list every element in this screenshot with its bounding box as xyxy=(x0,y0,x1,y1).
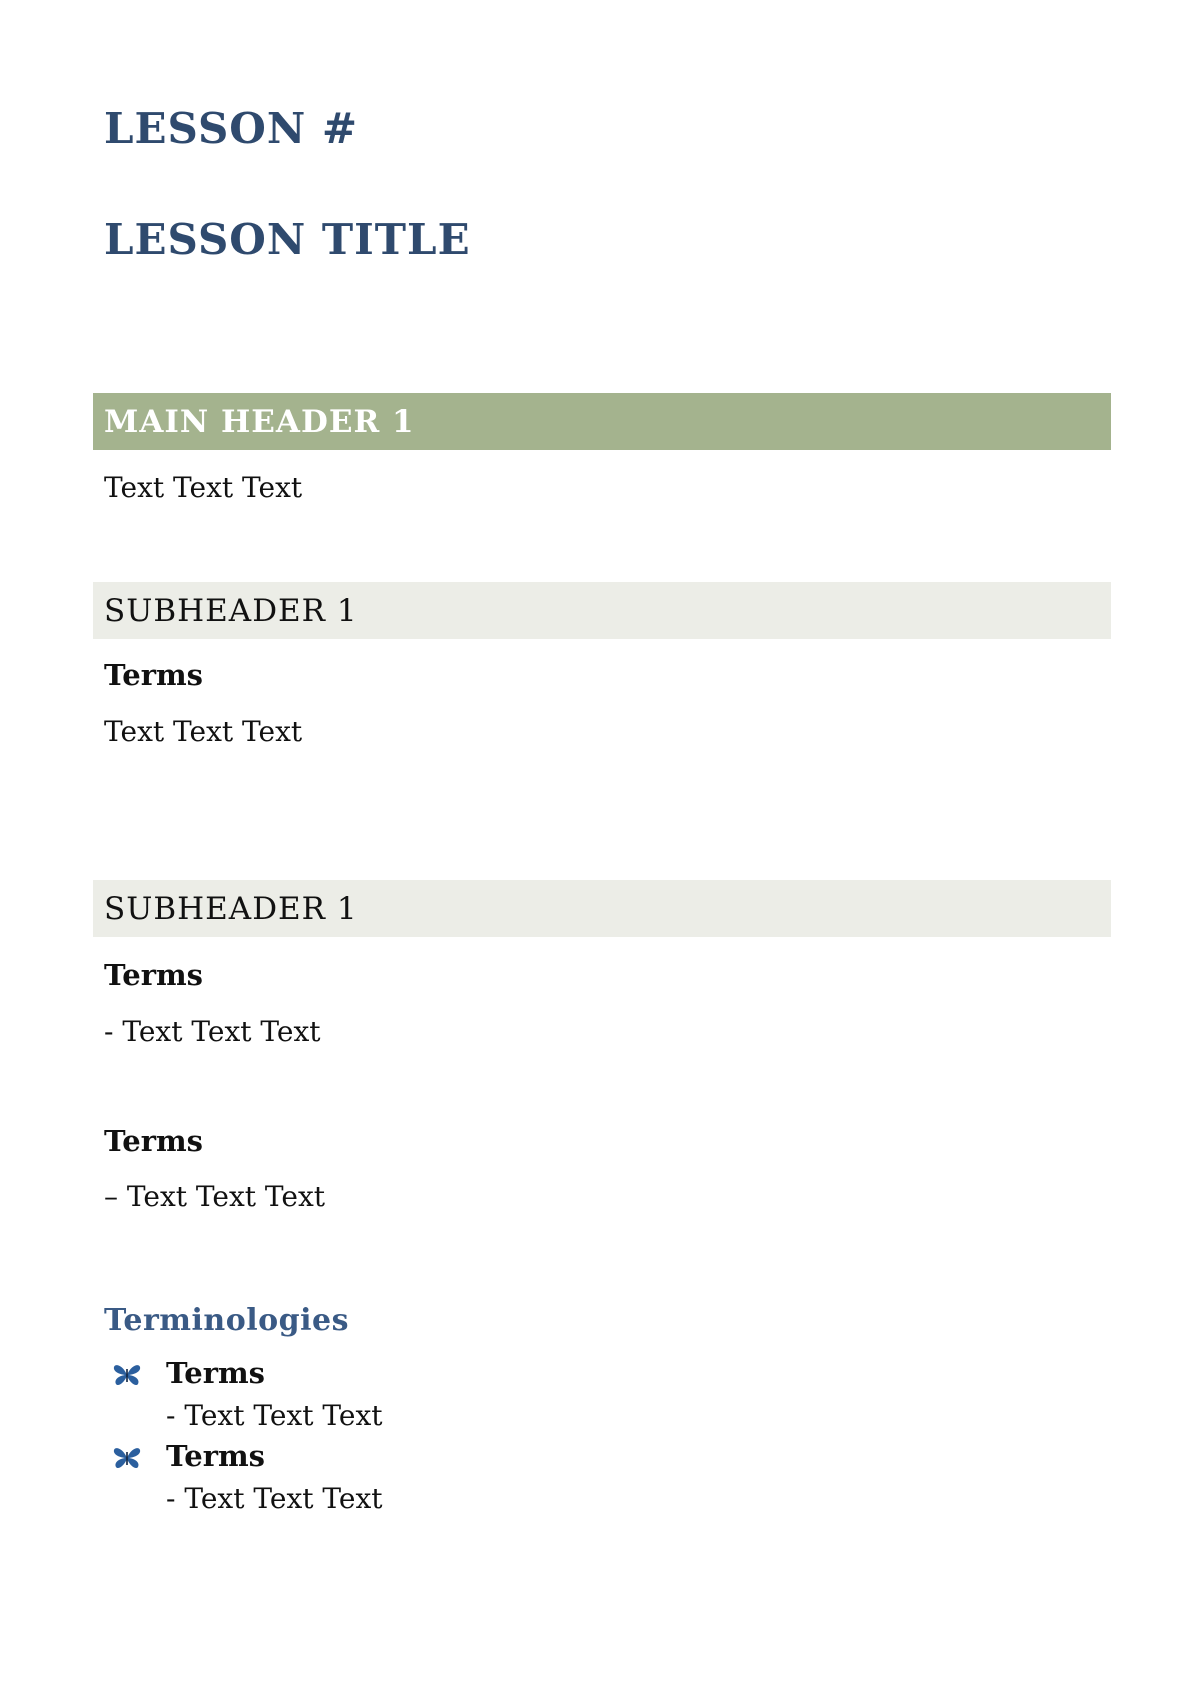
bullet-definition: - Text Text Text xyxy=(166,1399,383,1432)
bullet-definition: - Text Text Text xyxy=(166,1482,383,1515)
butterfly-icon xyxy=(112,1363,142,1387)
main-header-label: MAIN HEADER 1 xyxy=(104,403,415,440)
bullet-term: Terms xyxy=(166,1439,265,1473)
subheader-bar-1 xyxy=(93,582,1111,639)
lesson-number: LESSON # xyxy=(104,104,359,153)
term-label: Terms xyxy=(104,658,203,692)
bullet-term: Terms xyxy=(166,1356,265,1390)
lesson-title: LESSON TITLE xyxy=(104,215,471,264)
term-body-text: Text Text Text xyxy=(104,715,303,748)
term-label: Terms xyxy=(104,958,203,992)
terminologies-heading: Terminologies xyxy=(104,1303,349,1338)
subheader-label-2: SUBHEADER 1 xyxy=(104,890,358,927)
subheader-label-1: SUBHEADER 1 xyxy=(104,592,358,629)
main-header-bar xyxy=(93,393,1111,450)
term-label: Terms xyxy=(104,1124,203,1158)
term-body-text: – Text Text Text xyxy=(104,1180,326,1213)
butterfly-icon xyxy=(112,1446,142,1470)
subheader-bar-2 xyxy=(93,880,1111,937)
main-header-body-text: Text Text Text xyxy=(104,471,303,504)
term-body-text: - Text Text Text xyxy=(104,1015,321,1048)
